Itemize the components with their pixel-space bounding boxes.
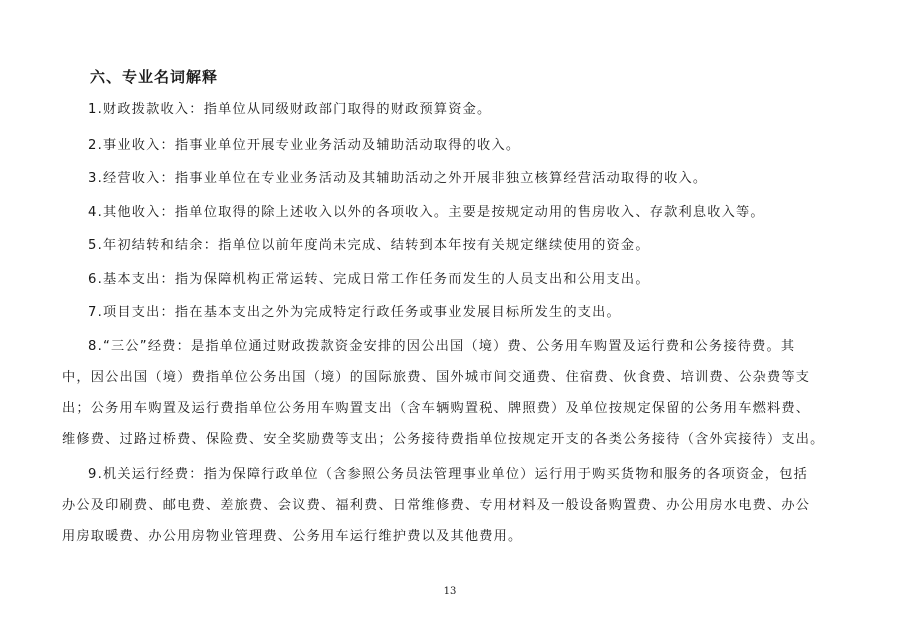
section-heading: 六、专业名词解释 — [90, 68, 219, 86]
text-line: 用房取暖费、办公用房物业管理费、公务用车运行维护费以及其他费用。 — [62, 529, 523, 544]
text-line: 办公及印刷费、邮电费、差旅费、会议费、福利费、日常维修费、专用材料及一般设备购置费、办公用房水电费、办公 — [62, 498, 811, 513]
definition-item — [88, 94, 848, 125]
definition-item — [62, 331, 848, 455]
text-line: 8.“三公”经费：是指单位通过财政拨款资金安排的因公出国（境）费、公务用车购置及运行费和公务接待费。其 — [88, 339, 796, 354]
text-line: 中，因公出国（境）费指单位公务出国（境）的国际旅费、国外城市间交通费、住宿费、伙食费、培训费、公杂费等支 — [62, 370, 811, 385]
text-line: 维修费、过路过桥费、保险费、安全奖励费等支出；公务接待费指单位按规定开支的各类公务接待（含外宾接待）支出。 — [62, 432, 825, 447]
text-line: 4.其他收入：指单位取得的除上述收入以外的各项收入。主要是按规定动用的售房收入、存款利息收入等。 — [88, 205, 765, 220]
text-line: 6.基本支出：指为保障机构正常运转、完成日常工作任务而发生的人员支出和公用支出。 — [88, 272, 650, 287]
text-line: 出；公务用车购置及运行费指单位公务用车购置支出（含车辆购置税、牌照费）及单位按规定保留的公务用车燃料费、 — [62, 401, 811, 416]
text-line: 3.经营收入：指事业单位在专业业务活动及其辅助活动之外开展非独立核算经营活动取得的收入。 — [88, 171, 708, 186]
definition-item — [88, 130, 848, 161]
text-line: 9.机关运行经费：指为保障行政单位（含参照公务员法管理事业单位）运行用于购买货物和服务的各项资金，包括 — [88, 467, 808, 482]
definition-item — [88, 297, 848, 328]
definition-item — [88, 163, 848, 194]
page-number: 13 — [443, 586, 457, 597]
definition-item — [88, 230, 848, 261]
text-line: 1.财政拨款收入：指单位从同级财政部门取得的财政预算资金。 — [88, 102, 492, 117]
text-line: 7.项目支出：指在基本支出之外为完成特定行政任务或事业发展目标所发生的支出。 — [88, 305, 621, 320]
definition-item — [88, 264, 848, 295]
text-line: 5.年初结转和结余：指单位以前年度尚未完成、结转到本年按有关规定继续使用的资金。 — [88, 238, 650, 253]
definition-item — [62, 459, 848, 552]
definition-item — [88, 197, 848, 228]
text-line: 2.事业收入：指事业单位开展专业业务活动及辅助活动取得的收入。 — [88, 138, 521, 153]
